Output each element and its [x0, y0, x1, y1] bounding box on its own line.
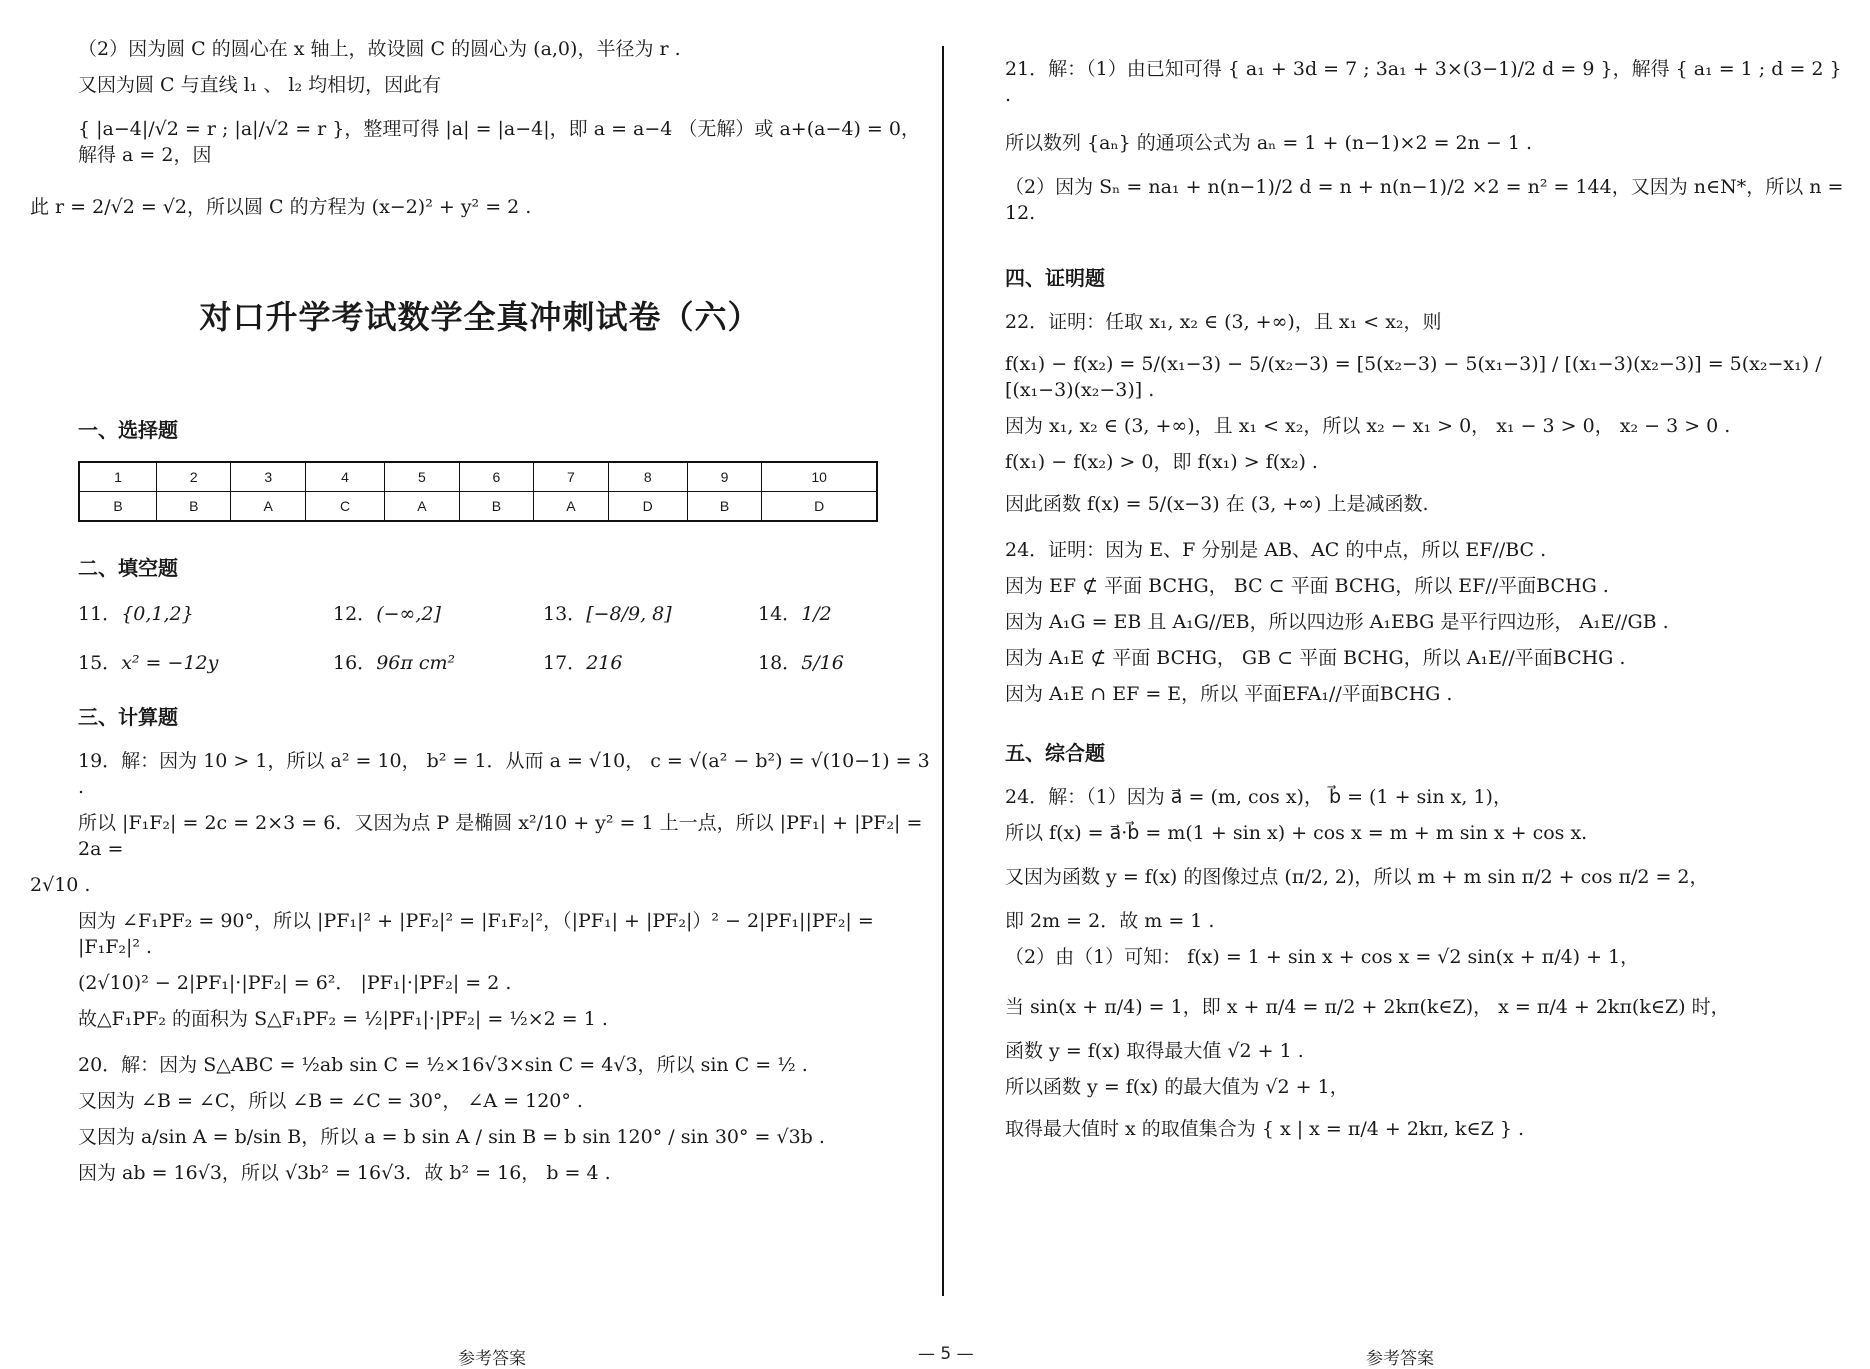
q24b-line-5: （2）由（1）可知： f(x) = 1 + sin x + cos x = √2 sin(x + π/4) + 1，: [1005, 946, 1640, 968]
footer-left-label: 参考答案: [458, 1349, 526, 1369]
table-cell: A: [534, 492, 608, 522]
fill-item: [543, 648, 758, 675]
fill-item: [543, 599, 758, 626]
q19-line-3: 2√10 .: [30, 874, 91, 896]
q24a-line-4: 因为 A₁E ⊄ 平面 BCHG， GB ⊂ 平面 BCHG，所以 A₁E//平面BCHG .: [1005, 647, 1626, 669]
q24a-line-1: 24．证明：因为 E、F 分别是 AB、AC 的中点，所以 EF//BC .: [1005, 539, 1547, 561]
table-cell: 10: [762, 462, 877, 492]
q21-line-3: （2）因为 Sₙ = na₁ + n(n−1)/2 d = n + n(n−1)/2 ×2 = n² = 144，又因为 n∈N*，所以 n = 12.: [1005, 176, 1850, 224]
fill-item: [758, 648, 918, 675]
intro-line-2: 又因为圆 C 与直线 l₁ 、 l₂ 均相切，因此有: [78, 74, 442, 96]
table-cell: D: [762, 492, 877, 522]
q21-line-1: 21．解：（1）由已知可得 { a₁ + 3d = 7 ; 3a₁ + 3×(3−1)/2 d = 9 }，解得 { a₁ = 1 ; d = 2 } .: [1005, 58, 1848, 106]
table-cell: 1: [79, 462, 157, 492]
table-cell: 5: [385, 462, 459, 492]
table-cell: 8: [608, 462, 687, 492]
page-number: — 5 —: [918, 1344, 974, 1364]
q20-line-2: 又因为 ∠B = ∠C，所以 ∠B = ∠C = 30°， ∠A = 120° .: [78, 1090, 583, 1112]
fill-answers: [78, 599, 930, 675]
fill-label: 14．: [758, 603, 802, 625]
q24b-line-6: 当 sin(x + π/4) = 1，即 x + π/4 = π/2 + 2kπ(k∈Z)， x = π/4 + 2kπ(k∈Z) 时，: [1005, 996, 1730, 1018]
fill-item: [78, 648, 333, 675]
intro-line-1: （2）因为圆 C 的圆心在 x 轴上，故设圆 C 的圆心为 (a,0)，半径为 r .: [78, 38, 681, 60]
table-cell: 6: [459, 462, 533, 492]
table-cell: 3: [231, 462, 305, 492]
q24a-line-3: 因为 A₁G = EB 且 A₁G//EB，所以四边形 A₁EBG 是平行四边形， A₁E//GB .: [1005, 611, 1669, 633]
fill-value: x² = −12y: [121, 652, 219, 674]
table-cell: A: [385, 492, 459, 522]
q24b-line-2: 所以 f(x) = a⃗·b⃗ = m(1 + sin x) + cos x = m + m sin x + cos x.: [1005, 822, 1588, 844]
table-cell: B: [157, 492, 231, 522]
q22-line-4: f(x₁) − f(x₂) > 0，即 f(x₁) > f(x₂) .: [1005, 451, 1318, 473]
fill-value: 1/2: [801, 603, 832, 625]
q20-line-4: 因为 ab = 16√3，所以 √3b² = 16√3．故 b² = 16， b = 4 .: [78, 1162, 611, 1184]
fill-label: 17．: [543, 652, 587, 674]
footer-right-label: 参考答案: [1366, 1349, 1434, 1369]
q19-line-4: 因为 ∠F₁PF₂ = 90°，所以 |PF₁|² + |PF₂|² = |F₁F₂|²，（|PF₁| + |PF₂|）² − 2|PF₁||PF₂| = |F₁F₂|² .: [78, 910, 880, 958]
fill-label: 15．: [78, 652, 122, 674]
fill-label: 13．: [543, 603, 587, 625]
q19-line-5: (2√10)² − 2|PF₁|·|PF₂| = 6²． |PF₁|·|PF₂| = 2 .: [78, 972, 512, 994]
section-proof: 四、证明题: [1005, 266, 1105, 290]
fill-value: 216: [586, 652, 623, 674]
table-row-answers: [79, 492, 877, 522]
table-cell: 9: [687, 462, 761, 492]
section-comprehensive: 五、综合题: [1005, 741, 1105, 765]
table-cell: 4: [305, 462, 384, 492]
table-cell: B: [79, 492, 157, 522]
fill-value: [−8/9, 8]: [586, 603, 672, 625]
q19-line-1: 19．解：因为 10 > 1，所以 a² = 10， b² = 1．从而 a = √10， c = √(a² − b²) = √(10−1) = 3 .: [78, 750, 936, 798]
exam-title: 对口升学考试数学全真冲刺试卷（六）: [199, 298, 761, 336]
q20-line-3: 又因为 a/sin A = b/sin B，所以 a = b sin A / sin B = b sin 120° / sin 30° = √3b .: [78, 1126, 825, 1148]
choice-answer-table: [78, 461, 878, 522]
fill-value: (−∞,2]: [376, 603, 441, 625]
fill-value: 5/16: [801, 652, 844, 674]
fill-value: 96π cm²: [376, 652, 456, 674]
q24b-line-4: 即 2m = 2．故 m = 1 .: [1005, 910, 1215, 932]
table-row-numbers: [79, 462, 877, 492]
column-divider: [942, 46, 944, 1296]
left-column: [30, 36, 936, 1196]
table-cell: 2: [157, 462, 231, 492]
fill-item: [333, 648, 543, 675]
q22-line-1: 22．证明：任取 x₁, x₂ ∈ (3, +∞)，且 x₁ < x₂，则: [1005, 311, 1442, 333]
fill-value: {0,1,2}: [121, 603, 194, 625]
table-cell: B: [459, 492, 533, 522]
q24b-line-3: 又因为函数 y = f(x) 的图像过点 (π/2, 2)，所以 m + m sin π/2 + cos π/2 = 2，: [1005, 866, 1709, 888]
q19-line-6: 故△F₁PF₂ 的面积为 S△F₁PF₂ = ½|PF₁|·|PF₂| = ½×2 = 1 .: [78, 1008, 608, 1030]
section-choice: 一、选择题: [78, 418, 178, 442]
q22-line-5: 因此函数 f(x) = 5/(x−3) 在 (3, +∞) 上是减函数.: [1005, 493, 1429, 515]
table-cell: B: [687, 492, 761, 522]
q24a-line-2: 因为 EF ⊄ 平面 BCHG， BC ⊂ 平面 BCHG，所以 EF//平面BCHG .: [1005, 575, 1609, 597]
q24b-line-7: 函数 y = f(x) 取得最大值 √2 + 1 .: [1005, 1040, 1304, 1062]
section-fill: 二、填空题: [78, 556, 178, 580]
intro-line-3: { |a−4|/√2 = r ; |a|/√2 = r }，整理可得 |a| = |a−4|，即 a = a−4 （无解）或 a+(a−4) = 0，解得 a = 2，因: [78, 118, 920, 166]
q22-line-2: f(x₁) − f(x₂) = 5/(x₁−3) − 5/(x₂−3) = [5(x₂−3) − 5(x₁−3)] / [(x₁−3)(x₂−3)] = 5(x₂−x₁) / [(x₁−3)(x₂−3)] .: [1005, 353, 1828, 401]
table-cell: D: [608, 492, 687, 522]
table-cell: C: [305, 492, 384, 522]
q19-line-2: 所以 |F₁F₂| = 2c = 2×3 = 6．又因为点 P 是椭圆 x²/10 + y² = 1 上一点，所以 |PF₁| + |PF₂| = 2a =: [78, 812, 929, 860]
fill-item: [78, 599, 333, 626]
fill-item: [758, 599, 918, 626]
q20-line-1: 20．解：因为 S△ABC = ½ab sin C = ½×16√3×sin C = 4√3，所以 sin C = ½ .: [78, 1054, 808, 1076]
table-cell: 7: [534, 462, 608, 492]
fill-label: 12．: [333, 603, 377, 625]
intro-line-4: 此 r = 2/√2 = √2，所以圆 C 的方程为 (x−2)² + y² = 2 .: [30, 196, 532, 218]
section-calc: 三、计算题: [78, 705, 178, 729]
fill-label: 16．: [333, 652, 377, 674]
table-cell: A: [231, 492, 305, 522]
fill-item: [333, 599, 543, 626]
q24b-line-8: 所以函数 y = f(x) 的最大值为 √2 + 1，: [1005, 1076, 1349, 1098]
fill-label: 18．: [758, 652, 802, 674]
q24a-line-5: 因为 A₁E ∩ EF = E，所以 平面EFA₁//平面BCHG .: [1005, 683, 1453, 705]
q24b-line-9: 取得最大值时 x 的取值集合为 { x | x = π/4 + 2kπ, k∈Z } .: [1005, 1118, 1525, 1140]
q24b-line-1: 24．解：（1）因为 a⃗ = (m, cos x)， b⃗ = (1 + sin x, 1)，: [1005, 786, 1512, 808]
q21-line-2: 所以数列 {aₙ} 的通项公式为 aₙ = 1 + (n−1)×2 = 2n − 1 .: [1005, 132, 1533, 154]
q22-line-3: 因为 x₁, x₂ ∈ (3, +∞)，且 x₁ < x₂，所以 x₂ − x₁ > 0， x₁ − 3 > 0， x₂ − 3 > 0 .: [1005, 415, 1731, 437]
right-column: [1005, 36, 1850, 1152]
fill-label: 11．: [78, 603, 122, 625]
